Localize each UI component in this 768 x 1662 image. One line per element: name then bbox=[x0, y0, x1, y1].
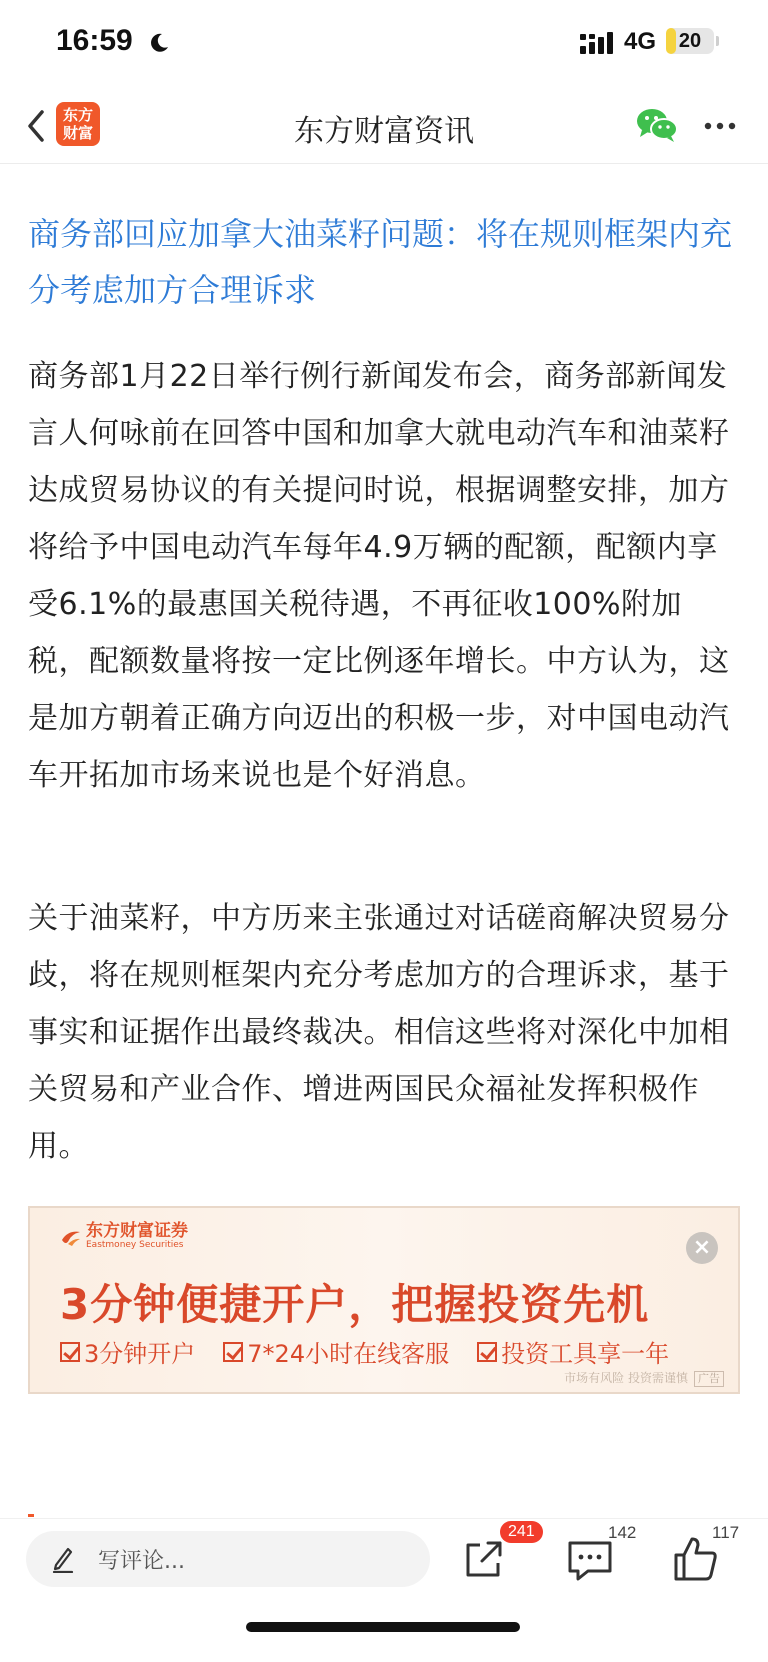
share-icon[interactable] bbox=[458, 1533, 510, 1585]
comment-count: 142 bbox=[608, 1523, 637, 1542]
ad-feature-label: 3分钟开户 bbox=[84, 1340, 196, 1368]
ad-brand-name: 东方财富证券 bbox=[86, 1221, 188, 1241]
network-label: 4G bbox=[624, 28, 657, 55]
page-title: 东方财富资讯 bbox=[294, 114, 474, 149]
like-count: 117 bbox=[712, 1523, 740, 1542]
battery-tip bbox=[716, 36, 719, 46]
comment-input[interactable] bbox=[26, 1531, 430, 1587]
status-bar bbox=[0, 0, 768, 88]
nav-bar bbox=[0, 88, 768, 164]
home-indicator bbox=[246, 1622, 520, 1632]
ad-features bbox=[60, 1334, 669, 1369]
pencil-icon bbox=[50, 1545, 76, 1573]
ad-feature bbox=[60, 1334, 195, 1369]
logo-line2: 财富 bbox=[62, 124, 93, 142]
logo-line1: 东方 bbox=[62, 106, 93, 124]
more-icon[interactable] bbox=[704, 122, 736, 130]
eastmoney-logo-icon bbox=[60, 1226, 82, 1248]
ad-close-icon[interactable]: × bbox=[686, 1232, 718, 1264]
comment-placeholder: 写评论... bbox=[98, 1549, 185, 1574]
article-paragraph-1: 商务部1月22日举行例行新闻发布会，商务部新闻发言人何咏前在回答中国和加拿大就电动汽车和油菜籽达成贸易协议的有关提问时说，根据调整安排，加方将给予中国电动汽车每年4.9万辆的配额，配额内享受6.1%的最惠国关税待遇，不再征收100%附加税，配额数量将按一定比例逐年增长。中方认为，这是加方朝着正确方向迈出的积极一步，对中国电动汽车开拓加市场来说也是个好消息。 bbox=[28, 359, 730, 793]
ad-brand bbox=[60, 1222, 188, 1251]
checkbox-icon bbox=[223, 1342, 243, 1362]
article-paragraph-2: 关于油菜籽，中方历来主张通过对话磋商解决贸易分歧，将在规则框架内充分考虑加方的合理诉求，基于事实和证据作出最终裁决。相信这些将对深化中加相关贸易和产业合作、增进两国民众福祉发挥积极作用。 bbox=[28, 901, 730, 1164]
article-title: 商务部回应加拿大油菜籽问题：将在规则框架内充分考虑加方合理诉求 bbox=[28, 215, 733, 309]
moon-icon bbox=[148, 32, 170, 54]
ad-feature-label: 7*24小时在线客服 bbox=[247, 1340, 450, 1368]
battery-indicator bbox=[666, 28, 714, 54]
ad-tag: 广告 bbox=[694, 1371, 724, 1387]
checkbox-icon bbox=[60, 1342, 80, 1362]
ad-disclaimer: 市场有风险 投资需谨慎 bbox=[564, 1371, 688, 1385]
divider-mark bbox=[28, 1514, 34, 1517]
wechat-icon[interactable] bbox=[636, 106, 678, 144]
ad-feature-label: 投资工具享一年 bbox=[501, 1340, 670, 1368]
ad-banner[interactable] bbox=[28, 1206, 740, 1394]
checkbox-icon bbox=[477, 1342, 497, 1362]
signal-icon bbox=[580, 32, 618, 54]
share-badge: 241 bbox=[500, 1521, 543, 1543]
bottom-action-bar bbox=[0, 1518, 768, 1662]
ad-headline: 3分钟便捷开户，把握投资先机 bbox=[60, 1280, 650, 1329]
ad-brand-english: Eastmoney Securities bbox=[86, 1240, 184, 1250]
ad-feature bbox=[223, 1334, 449, 1369]
ad-feature bbox=[477, 1334, 669, 1369]
battery-level: 20 bbox=[678, 30, 702, 52]
status-time: 16:59 bbox=[56, 24, 133, 57]
